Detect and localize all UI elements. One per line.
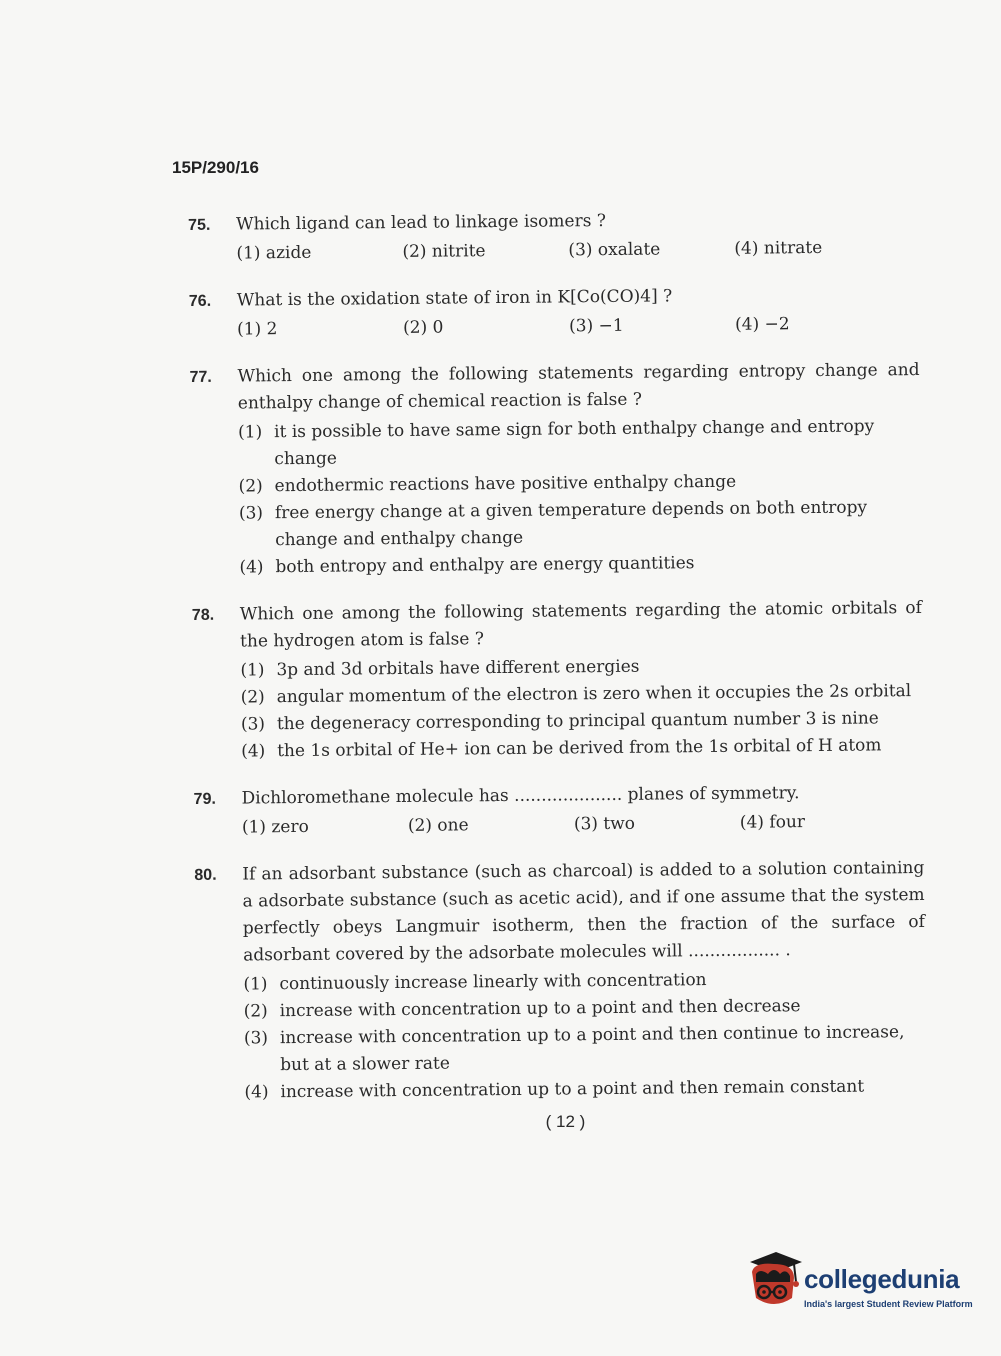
options-list: [238, 413, 922, 582]
option-text: the degeneracy corresponding to principal quantum number 3 is nine: [276, 708, 879, 735]
page-number: ( 12 ): [545, 1112, 586, 1131]
option-text: increase with concentration up to a point and then remain constant: [280, 1076, 865, 1103]
option: (4) −2: [735, 314, 790, 335]
question-list: [188, 205, 927, 1127]
option: (3) two: [573, 813, 636, 835]
option-text: endothermic reactions have positive enthalpy change: [274, 471, 737, 497]
question-80: [194, 855, 926, 1107]
option-number: (1): [243, 974, 268, 995]
question-text: Which one among the following statements regarding entropy change and enthalpy change of chemical reaction is false ?: [237, 359, 920, 414]
option: (1) azide: [236, 242, 312, 264]
question-number: 76.: [188, 292, 212, 310]
question-number: 79.: [193, 790, 216, 808]
question-number: 75.: [188, 216, 211, 234]
option-number: (1): [238, 422, 263, 443]
options-row: [236, 234, 918, 268]
option-number: (3): [240, 714, 266, 735]
option-text: angular momentum of the electron is zero when it occupies the 2s orbital: [276, 681, 912, 708]
question-77: [189, 357, 921, 582]
option: [238, 413, 920, 474]
option: (2) nitrite: [402, 241, 486, 262]
options-list: [240, 651, 923, 766]
brand-tagline: India's largest Student Review Platform: [804, 1299, 973, 1309]
option-number: (4): [244, 1082, 269, 1103]
option-text: free energy change at a given temperature depends on both entropy change and enthalpy change: [274, 497, 868, 551]
option-text: 3p and 3d orbitals have different energies: [276, 656, 640, 681]
option-number: (4): [239, 557, 264, 578]
option: (1) zero: [241, 816, 309, 838]
question-text: Dichloromethane molecule has .................... planes of symmetry.: [241, 783, 800, 809]
options-row: [237, 310, 919, 344]
option: (4) four: [739, 812, 806, 833]
option: [244, 1019, 926, 1080]
option: (2) one: [407, 815, 469, 836]
option: (3) −1: [569, 315, 624, 337]
option: [239, 494, 921, 555]
question-75: [188, 205, 919, 268]
option-number: (3): [243, 1028, 269, 1049]
question-number: 78.: [191, 606, 215, 624]
option-number: (1): [240, 660, 265, 681]
option-text: increase with concentration up to a point and then decrease: [279, 996, 801, 1022]
option: (3) oxalate: [568, 239, 661, 261]
question-text: Which one among the following statements regarding the atomic orbitals of the hydrogen atom is false ?: [239, 597, 922, 652]
question-text: If an adsorbant substance (such as charcoal) is added to a solution containing a adsorbate substance (such as acetic acid), and if one assume that the system perfectly obeys Langmuir isotherm, then the fraction of the surface of adsorbant covered by the adsorbate molecules will ................. .: [242, 857, 925, 966]
option: (4) nitrate: [734, 237, 823, 259]
option: [244, 1073, 926, 1107]
question-text: What is the oxidation state of iron in K[Co(CO)4] ?: [236, 286, 673, 311]
option-number: (2): [240, 687, 265, 708]
collegedunia-watermark: [742, 1248, 972, 1318]
option-text: the 1s orbital of He+ ion can be derived from the 1s orbital of H atom: [277, 735, 882, 762]
option: (2) 0: [403, 317, 444, 338]
option-text: it is possible to have same sign for both enthalpy change and entropy change: [274, 416, 875, 470]
question-number: 77.: [189, 368, 212, 386]
option: (1) 2: [237, 319, 278, 340]
option-number: (4): [241, 741, 266, 762]
brand-name: collegedunia: [804, 1264, 960, 1294]
option-text: both entropy and enthalpy are energy quantities: [275, 553, 695, 578]
question-78: [192, 595, 924, 766]
question-text: Which ligand can lead to linkage isomers ?: [236, 210, 607, 235]
option: [239, 548, 921, 582]
question-number: 80.: [194, 866, 217, 884]
options-list: [243, 965, 926, 1107]
mascot-icon: [742, 1248, 806, 1318]
option: [241, 732, 923, 766]
option-number: (2): [238, 476, 263, 497]
option-text: increase with concentration up to a point and then continue to increase, but at a slower rate: [279, 1022, 905, 1076]
paper-code: 15P/290/16: [172, 158, 259, 177]
question-79: [194, 779, 925, 842]
options-row: [242, 808, 924, 842]
option-number: (3): [238, 503, 264, 524]
option-number: (2): [243, 1001, 268, 1022]
question-76: [189, 281, 920, 344]
option-text: continuously increase linearly with concentration: [279, 970, 707, 995]
